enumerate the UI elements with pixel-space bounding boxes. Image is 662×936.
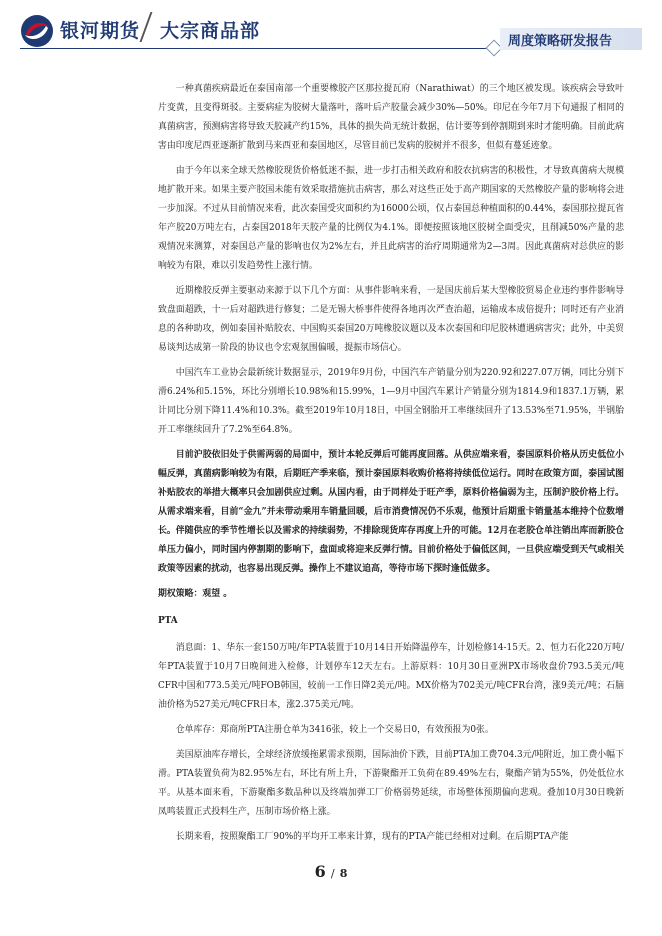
page-total: 8 — [339, 867, 348, 880]
section-title-pta: PTA — [158, 616, 178, 626]
strategy-summary: 目前沪胶依旧处于供需两弱的局面中，预计本轮反弹后可能再度回落。从供应端来看，泰国原料价格从历史低位小幅反弹，真菌病影响较为有限，后期旺产季来临，预计泰国原料收购价格将持续低位运行。同时在政策方面，泰国试图补贴胶农的举措大概率只会加剧供应过剩。从国内看，由于同样处于旺产季，原料价格偏弱为主，压制沪胶价格上行。从需求端来看，目前“金九”并未带动乘用车销量回暖，后市消费情况仍不乐观，他预计后期重卡销量基本维持个位数增长。伴随供应的季节性增长以及需求的持续弱势，不排除现货库存再度上升的可能。12月在老胶仓单注销出库而新胶仓单压力偏小，同时国内停割期的影响下，盘面或将迎来反弹行情。目前价格处于偏低区间，一旦供应端受到天气或相关政策等因素的扰动，也容易出现反弹。操作上不建议追高，等待市场下探时逢低做多。 — [158, 450, 624, 574]
header-divider — [140, 12, 153, 42]
paragraph: 长期来看，按照聚酯工厂90%的平均开工率来计算，现有的PTA产能已经相对过剩。在后期PTA产能 — [175, 832, 569, 842]
division-name: 大宗商品部 — [160, 20, 261, 42]
header-rule — [20, 48, 490, 49]
options-strategy: 期权策略：观望 。 — [158, 589, 233, 599]
paragraph: 一种真菌疾病最近在泰国南部一个重要橡胶产区那拉提瓦府（Narathiwat）的三个地区被发现。该疾病会导致叶片变黄，且变得斑驳。主要病症为胶树大量落叶，落叶后产胶量会减少30%—50%。印尼在今年7月下旬通报了相同的真菌病害，预测病害将导致天胶减产约15%，具体的损失尚无统计数据，估计要等到停割期到来时才能明确。目前此病害由印度尼西亚逐渐扩散到马来西亚和泰国地区，尽管目前已发病的胶树并不很多，但似有蔓延迹象。 — [158, 84, 624, 151]
report-title: 周度策略研发报告 — [508, 34, 613, 49]
paragraph: 仓单库存：郑商所PTA注册仓单为3416张，较上一个交易日0，有效预报为0张。 — [175, 725, 494, 735]
paragraph: 由于今年以来全球天然橡胶现货价格低迷不振，进一步打击相关政府和胶农抗病害的积极性，才导致真菌病大规模地扩散开来。如果主要产胶国未能有效采取措施抗击病害，那么对这些正处于高产期国家的天然橡胶产量的影响将会进一步加深。不过从目前情况来看，此次泰国受灾面积约为16000公顷，仅占泰国总种植面积的0.44%，泰国那拉提瓦省年产胶20万吨左右，占泰国2018年天胶产量的比例仅为4.1%。即便按照该地区胶树全面受灾，且削减50%产量的悲观情况来测算，对泰国总产量的影响也仅为2%左右，并且此病害的治疗周期通常为2—3周。因此真菌病对总供应的影响较为有限，难以引发趋势性上涨行情。 — [158, 166, 624, 271]
paragraph: 消息面：1、华东一套150万吨/年PTA装置于10月14日开始降温停车，计划检修14-15天。2、恒力石化220万吨/年PTA装置于10月7日晚间进入检修，计划停车12天左右。上游原料：10月30日亚洲PX市场收盘价793.5美元/吨CFR中国和773.5美元/吨FOB韩国，较前一工作日降2美元/吨。MX价格为702美元/吨CFR台湾，涨9美元/吨；石脑油价格为527美元/吨CFR日本，涨2.375美元/吨。 — [158, 643, 624, 710]
page-number — [0, 862, 662, 881]
page-current: 6 — [314, 862, 326, 881]
report-body — [158, 80, 624, 853]
page-header — [0, 0, 662, 62]
paragraph: 中国汽车工业协会最新统计数据显示，2019年9月份，中国汽车产销量分别为220.92和227.07万辆，同比分别下滑6.24%和5.15%，环比分别增长10.98%和15.99%，1—9月中国汽车累计产销量分别为1814.9和1837.1万辆，累计同比分别下降11.4%和10.3%。截至2019年10月18日，中国全钢胎开工率继续回升了13.53%至71.95%，半钢胎开工率继续回升了7.2%至64.8%。 — [158, 368, 624, 435]
brand-name: 银河期货 — [60, 20, 141, 42]
galaxy-logo-icon — [20, 14, 54, 48]
paragraph: 美国原油库存增长，全球经济放缓拖累需求预期，国际油价下跌，目前PTA加工费704.3元/吨附近，加工费小幅下滑。PTA装置负荷为82.95%左右，环比有所上升，下游聚酯开工负荷在89.49%左右，聚酯产销为55%，仍处低位水平。从基本面来看，下游聚酯多数品种以及终端加弹工厂价格弱势延续，市场整体预期偏向悲观。叠加10月30日晚新凤鸣装置正式投料生产，压制市场价格上涨。 — [158, 750, 624, 817]
paragraph: 近期橡胶反弹主要驱动来源于以下几个方面：从事件影响来看，一是国庆前后某大型橡胶贸易企业违约事件影响导致盘面超跌，十一后对超跌进行修复；二是无锡大桥事件使得各地再次严查治超，运输成本成倍提升；同时还有产业消息的各种助攻，例如泰国补贴胶农、中国购买泰国20万吨橡胶议题以及本次泰国和印尼胶林遭遇病害灾；此外，中美贸易谈判达成第一阶段的协议也令宏观氛围偏暖，提振市场信心。 — [158, 286, 624, 353]
page-separator: / — [330, 867, 335, 880]
